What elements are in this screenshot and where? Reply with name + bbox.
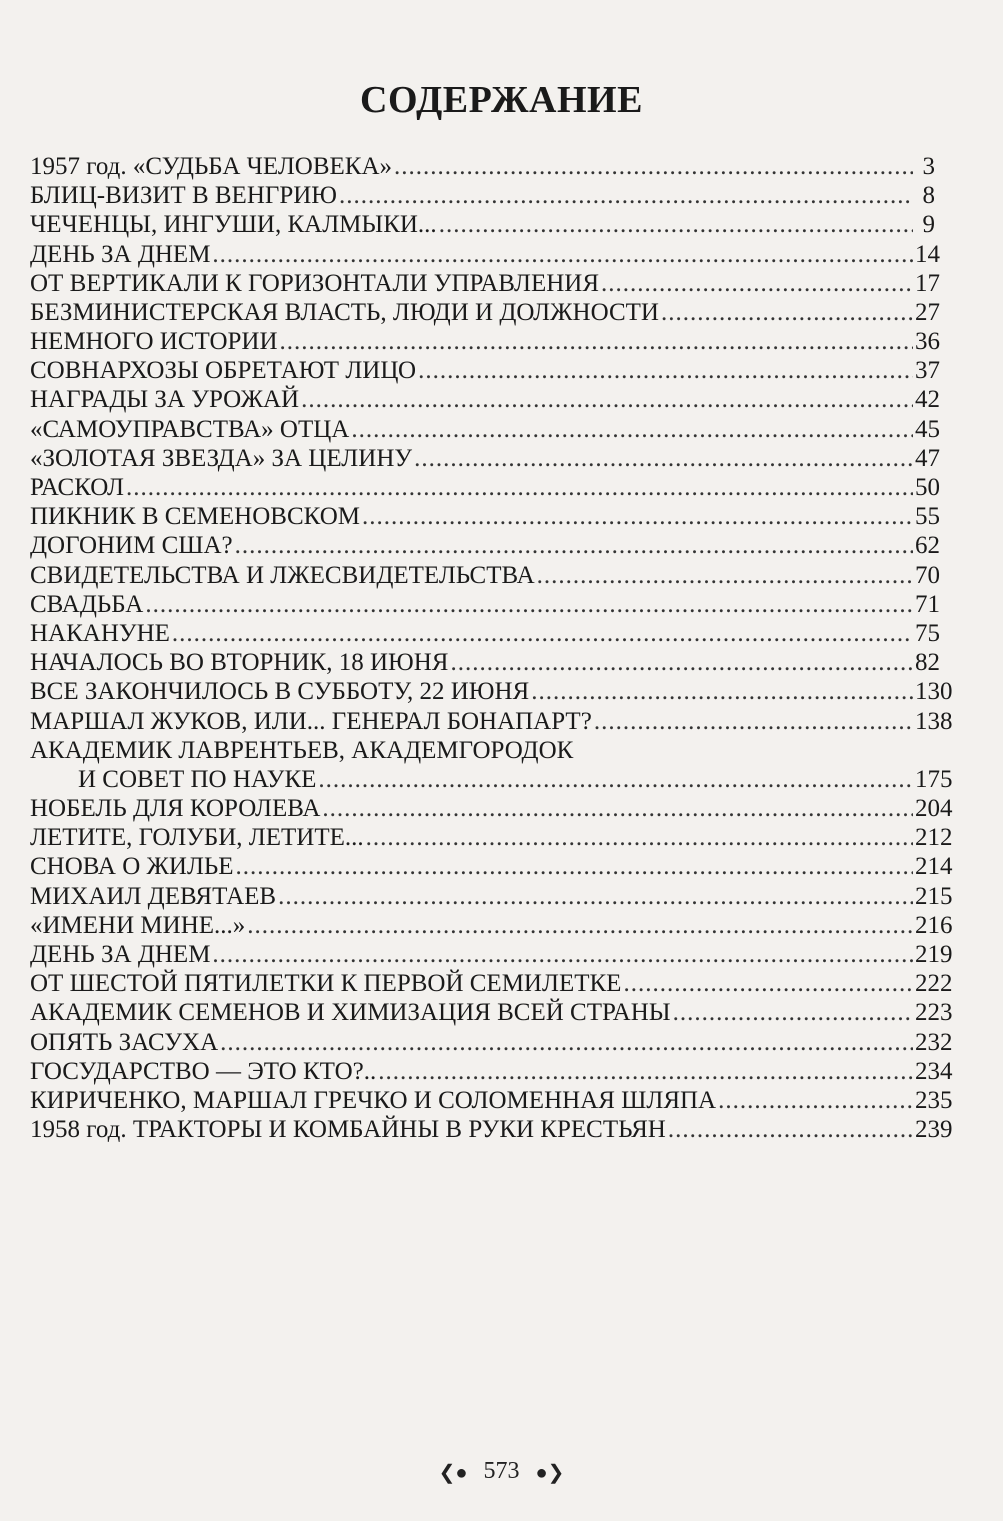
toc-entry-title: БЕЗМИНИСТЕРСКАЯ ВЛАСТЬ, ЛЮДИ И ДОЛЖНОСТИ: [30, 298, 659, 326]
dot-leader: [339, 181, 913, 210]
toc-entry: [30, 415, 940, 444]
toc-entry-page: 234: [915, 1057, 953, 1085]
toc-entry-title: БЛИЦ-ВИЗИТ В ВЕНГРИЮ: [30, 182, 337, 210]
dot-leader: [531, 677, 913, 706]
dot-leader: [718, 1086, 913, 1115]
toc-entry-page: 8: [922, 182, 935, 210]
toc-entry-title: «ЗОЛОТАЯ ЗВЕЗДА» ЗА ЦЕЛИНУ: [30, 444, 413, 472]
toc-entry: [30, 619, 940, 648]
toc-entry-title: ДЕНЬ ЗА ДНЕМ: [30, 240, 211, 268]
dot-leader: [280, 327, 913, 356]
toc-entry: [30, 181, 935, 210]
toc-entry: [30, 940, 953, 969]
toc-entry-page: 55: [915, 503, 940, 531]
toc-entry-title: РАСКОЛ: [30, 474, 125, 502]
toc-entry-title: ОПЯТЬ ЗАСУХА: [30, 1028, 219, 1056]
toc-entry-title: СВИДЕТЕЛЬСТВА И ЛЖЕСВИДЕТЕЛЬСТВА: [30, 561, 535, 589]
toc-entry-page: 222: [915, 970, 953, 998]
toc-entry-page: 27: [915, 298, 940, 326]
dot-leader: [362, 502, 913, 531]
toc-entry-page: 3: [922, 152, 935, 180]
toc-entry-page: 62: [915, 532, 940, 560]
toc-entry: [30, 298, 940, 327]
dot-leader: [661, 298, 913, 327]
toc-entry-title: МИХАИЛ ДЕВЯТАЕВ: [30, 882, 277, 910]
dot-leader: [322, 794, 913, 823]
toc-entry: [30, 707, 953, 736]
toc-entry: [30, 794, 953, 823]
dot-leader: [414, 444, 913, 473]
toc-entry-title: 1958 год. ТРАКТОРЫ И КОМБАЙНЫ В РУКИ КРЕСТЬЯН: [30, 1116, 666, 1144]
dot-leader: [366, 823, 913, 852]
toc-entry-title: «ИМЕНИ МИНЕ...»: [30, 911, 246, 939]
toc-entry: [30, 561, 940, 590]
toc-entry-title: НАЧАЛОСЬ ВО ВТОРНИК, 18 ИЮНЯ: [30, 649, 449, 677]
dot-leader: [278, 882, 913, 911]
toc-entry-page: 235: [915, 1086, 953, 1114]
toc-entry-title: СОВНАРХОЗЫ ОБРЕТАЮТ ЛИЦО: [30, 357, 417, 385]
dot-leader: [439, 210, 913, 239]
toc-entry: [30, 473, 940, 502]
dot-leader: [126, 473, 913, 502]
dot-leader: [145, 590, 913, 619]
toc-entry: [30, 152, 935, 181]
toc-entry: [30, 1086, 953, 1115]
dot-leader: [212, 240, 913, 269]
toc-entry-page: 130: [915, 678, 953, 706]
toc-entry-page: 219: [915, 941, 953, 969]
toc-entry-title: ВСЕ ЗАКОНЧИЛОСЬ В СУББОТУ, 22 ИЮНЯ: [30, 678, 530, 706]
toc-entry: [30, 1057, 953, 1086]
toc-entry-page: 9: [922, 211, 935, 239]
toc-entry-title: АКАДЕМИК СЕМЕНОВ И ХИМИЗАЦИЯ ВСЕЙ СТРАНЫ: [30, 999, 671, 1027]
toc-entry-page: 215: [915, 882, 953, 910]
toc-entry-title: ПИКНИК В СЕМЕНОВСКОМ: [30, 503, 360, 531]
dot-leader: [212, 940, 913, 969]
toc-entry: [30, 356, 940, 385]
dot-leader: [623, 969, 913, 998]
toc-entry: [30, 648, 940, 677]
dot-leader: [220, 1028, 913, 1057]
toc-entry-page: 17: [915, 269, 940, 297]
toc-entry-title: ГОСУДАРСТВО — ЭТО КТО?..: [30, 1057, 377, 1085]
toc-entry-title: ОТ ШЕСТОЙ ПЯТИЛЕТКИ К ПЕРВОЙ СЕМИЛЕТКЕ: [30, 970, 622, 998]
toc-entry-page: 232: [915, 1028, 953, 1056]
toc-entry-title: СВАДЬБА: [30, 590, 144, 618]
toc-entry-title: СНОВА О ЖИЛЬЕ: [30, 853, 234, 881]
toc-entry-page: 45: [915, 415, 940, 443]
page-number: 573: [483, 1458, 520, 1484]
toc-entry-page: 204: [915, 795, 953, 823]
dot-leader: [537, 561, 913, 590]
dot-leader: [301, 385, 913, 414]
table-of-contents: [30, 152, 953, 1144]
toc-entry-title: НЕМНОГО ИСТОРИИ: [30, 328, 278, 356]
toc-entry-page: 216: [915, 911, 953, 939]
toc-entry: [30, 823, 953, 852]
toc-entry: [30, 882, 953, 911]
toc-entry: [30, 502, 940, 531]
toc-entry: [30, 969, 953, 998]
dot-leader: [318, 765, 913, 794]
toc-entry: [30, 531, 940, 560]
toc-entry-page: 70: [915, 561, 940, 589]
toc-entry-page: 212: [915, 824, 953, 852]
toc-entry-page: 82: [915, 649, 940, 677]
page-title: СОДЕРЖАНИЕ: [360, 79, 643, 121]
toc-entry: [30, 677, 953, 706]
toc-entry-title: 1957 год. «СУДЬБА ЧЕЛОВЕКА»: [30, 152, 393, 180]
toc-entry-page: 175: [915, 765, 953, 793]
toc-entry: [30, 998, 953, 1027]
toc-entry: [30, 765, 953, 794]
toc-entry-title: НАКАНУНЕ: [30, 619, 170, 647]
toc-entry-page: 37: [915, 357, 940, 385]
dot-leader: [378, 1057, 913, 1086]
toc-entry-page: 36: [915, 328, 940, 356]
toc-entry: [30, 736, 935, 765]
page-footer: [0, 1458, 1003, 1485]
toc-entry-page: 47: [915, 444, 940, 472]
toc-entry-title: ЧЕЧЕНЦЫ, ИНГУШИ, КАЛМЫКИ...: [30, 211, 437, 239]
toc-entry-title: «САМОУПРАВСТВА» ОТЦА: [30, 415, 350, 443]
dot-leader: [172, 619, 913, 648]
toc-entry: [30, 269, 940, 298]
dot-leader: [236, 852, 913, 881]
toc-entry-page: 42: [915, 386, 940, 414]
toc-entry: [30, 444, 940, 473]
toc-entry-title: ДОГОНИМ США?: [30, 532, 233, 560]
toc-entry-page: 239: [915, 1116, 953, 1144]
toc-entry-title: МАРШАЛ ЖУКОВ, ИЛИ... ГЕНЕРАЛ БОНАПАРТ?: [30, 707, 592, 735]
toc-entry: [30, 327, 940, 356]
toc-entry-page: 214: [915, 853, 953, 881]
left-ornament-icon: ❮●: [438, 1461, 468, 1484]
toc-entry: [30, 1115, 953, 1144]
toc-entry: [30, 1028, 953, 1057]
dot-leader: [418, 356, 913, 385]
toc-entry-title: ОТ ВЕРТИКАЛИ К ГОРИЗОНТАЛИ УПРАВЛЕНИЯ: [30, 269, 600, 297]
toc-entry-page: 14: [915, 240, 940, 268]
dot-leader: [247, 911, 913, 940]
dot-leader: [394, 152, 913, 181]
dot-leader: [450, 648, 913, 677]
toc-entry-title: И СОВЕТ ПО НАУКЕ: [78, 765, 317, 793]
dot-leader: [601, 269, 913, 298]
toc-entry-title: НОБЕЛЬ ДЛЯ КОРОЛЕВА: [30, 795, 321, 823]
toc-entry-page: 71: [915, 590, 940, 618]
toc-entry: [30, 853, 953, 882]
toc-entry-title: НАГРАДЫ ЗА УРОЖАЙ: [30, 386, 300, 414]
dot-leader: [673, 998, 913, 1027]
dot-leader: [668, 1115, 913, 1144]
toc-entry-title: АКАДЕМИК ЛАВРЕНТЬЕВ, АКАДЕМГОРОДОК: [30, 736, 574, 764]
toc-entry-title: ДЕНЬ ЗА ДНЕМ: [30, 941, 211, 969]
dot-leader: [594, 707, 913, 736]
toc-entry: [30, 240, 940, 269]
toc-entry-page: 50: [915, 474, 940, 502]
toc-entry-page: 138: [915, 707, 953, 735]
toc-entry-title: ЛЕТИТЕ, ГОЛУБИ, ЛЕТИТЕ...: [30, 824, 364, 852]
toc-entry: [30, 911, 953, 940]
dot-leader: [351, 415, 913, 444]
dot-leader: [235, 531, 913, 560]
toc-entry-page: 223: [915, 999, 953, 1027]
right-ornament-icon: ●❯: [535, 1461, 565, 1484]
toc-entry: [30, 590, 940, 619]
toc-entry-page: 75: [915, 619, 940, 647]
toc-entry: [30, 386, 940, 415]
toc-entry: [30, 210, 935, 239]
toc-entry-title: КИРИЧЕНКО, МАРШАЛ ГРЕЧКО И СОЛОМЕННАЯ ШЛЯПА: [30, 1086, 717, 1114]
